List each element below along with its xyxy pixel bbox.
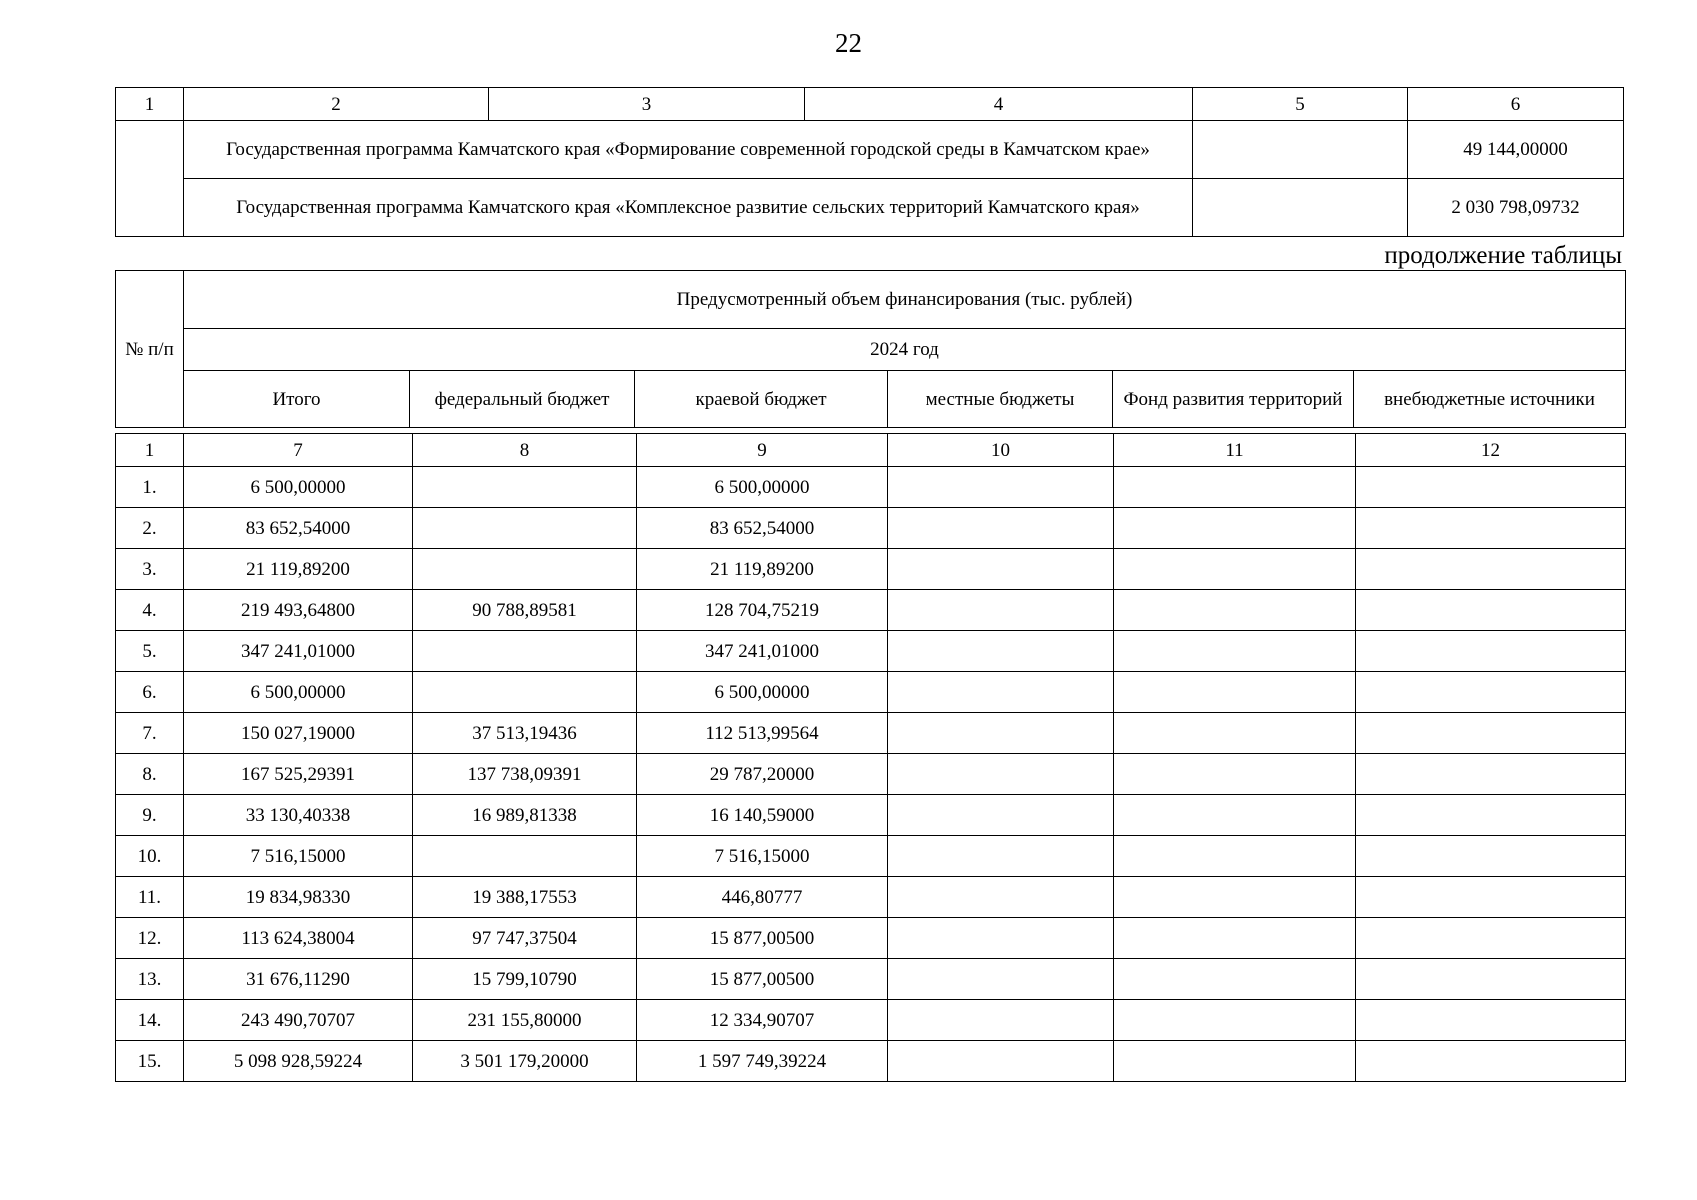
page-number: 22 [835,28,862,58]
program-name: Государственная программа Камчатского края «Комплексное развитие сельских территорий Камчатского края» [184,179,1193,237]
cell-total: 83 652,54000 [184,508,413,549]
cell-federal [413,549,637,590]
cell-fund [1114,590,1356,631]
cell-federal: 19 388,17553 [413,877,637,918]
row-number: 12. [116,918,184,959]
cell-extra [1356,918,1626,959]
col-number: 1 [116,88,184,121]
cell-extra [1356,1000,1626,1041]
empty-cell [1193,121,1408,179]
cell-fund [1114,1041,1356,1082]
table-row [116,467,1626,508]
cell-regional: 446,80777 [637,877,888,918]
main-table [115,433,1626,1082]
row-number: 2. [116,508,184,549]
cell-extra [1356,959,1626,1000]
cell-total: 7 516,15000 [184,836,413,877]
cell-local [888,713,1114,754]
cell-regional: 83 652,54000 [637,508,888,549]
row-number: 3. [116,549,184,590]
cell-total: 150 027,19000 [184,713,413,754]
col-number: 12 [1356,434,1626,467]
cell-extra [1356,713,1626,754]
cell-total: 33 130,40338 [184,795,413,836]
cell-fund [1114,549,1356,590]
cell-local [888,467,1114,508]
cell-regional: 347 241,01000 [637,631,888,672]
cell-total: 21 119,89200 [184,549,413,590]
row-number: 14. [116,1000,184,1041]
cell-fund [1114,754,1356,795]
cell-total: 113 624,38004 [184,918,413,959]
col-number: 3 [489,88,805,121]
cell-local [888,877,1114,918]
cell-regional: 21 119,89200 [637,549,888,590]
program-value: 49 144,00000 [1408,121,1624,179]
cell-extra [1356,877,1626,918]
cell-local [888,631,1114,672]
cell-local [888,672,1114,713]
col-number: 11 [1114,434,1356,467]
top-table [115,87,1624,237]
cell-local [888,754,1114,795]
cell-total: 243 490,70707 [184,1000,413,1041]
cell-federal [413,672,637,713]
cell-federal [413,631,637,672]
cell-federal: 137 738,09391 [413,754,637,795]
cell-federal [413,836,637,877]
cell-federal: 15 799,10790 [413,959,637,1000]
cell-regional: 6 500,00000 [637,672,888,713]
cell-total: 5 098 928,59224 [184,1041,413,1082]
table-row [116,754,1626,795]
continuation-label: продолжение таблицы [1384,242,1622,269]
col-number: 7 [184,434,413,467]
cell-regional: 29 787,20000 [637,754,888,795]
cell-local [888,1041,1114,1082]
empty-cell [1193,179,1408,237]
cell-local [888,959,1114,1000]
col-number: 8 [413,434,637,467]
table-row [116,508,1626,549]
cell-extra [1356,795,1626,836]
table-row [116,631,1626,672]
col-number: 6 [1408,88,1624,121]
cell-local [888,918,1114,959]
cell-total: 6 500,00000 [184,672,413,713]
cell-fund [1114,713,1356,754]
table-row [116,549,1626,590]
header-table [115,270,1626,428]
table-row [116,1041,1626,1082]
row-number: 10. [116,836,184,877]
column-header-federal: федеральный бюджет [410,371,635,428]
cell-federal [413,508,637,549]
cell-local [888,1000,1114,1041]
program-name: Государственная программа Камчатского края «Формирование современной городской среды в Камчатском крае» [184,121,1193,179]
program-value: 2 030 798,09732 [1408,179,1624,237]
cell-federal: 3 501 179,20000 [413,1041,637,1082]
table-row [116,672,1626,713]
cell-extra [1356,549,1626,590]
year-header: 2024 год [184,329,1626,371]
cell-local [888,590,1114,631]
cell-regional: 12 334,90707 [637,1000,888,1041]
cell-extra [1356,508,1626,549]
cell-federal: 97 747,37504 [413,918,637,959]
cell-federal: 231 155,80000 [413,1000,637,1041]
cell-fund [1114,631,1356,672]
cell-fund [1114,508,1356,549]
cell-local [888,508,1114,549]
column-header-regional: краевой бюджет [635,371,888,428]
row-number: 13. [116,959,184,1000]
table-row [116,959,1626,1000]
table-row [116,590,1626,631]
table-row [116,121,1624,179]
cell-total: 6 500,00000 [184,467,413,508]
col-number: 1 [116,434,184,467]
cell-total: 219 493,64800 [184,590,413,631]
cell-total: 167 525,29391 [184,754,413,795]
cell-fund [1114,918,1356,959]
col-number: 4 [805,88,1193,121]
cell-fund [1114,795,1356,836]
row-number: 4. [116,590,184,631]
col-number: 5 [1193,88,1408,121]
cell-regional: 16 140,59000 [637,795,888,836]
table-row [116,179,1624,237]
cell-federal [413,467,637,508]
cell-fund [1114,959,1356,1000]
top-table-column-numbers [116,88,1624,121]
col-number: 10 [888,434,1114,467]
cell-fund [1114,467,1356,508]
row-number: 6. [116,672,184,713]
row-number: 5. [116,631,184,672]
cell-regional: 7 516,15000 [637,836,888,877]
funding-title: Предусмотренный объем финансирования (тыс. рублей) [184,271,1626,329]
cell-federal: 16 989,81338 [413,795,637,836]
cell-fund [1114,836,1356,877]
cell-federal: 37 513,19436 [413,713,637,754]
cell-extra [1356,836,1626,877]
row-number: 11. [116,877,184,918]
cell-regional: 1 597 749,39224 [637,1041,888,1082]
table-row [116,713,1626,754]
table-row [116,1000,1626,1041]
col-number: 2 [184,88,489,121]
cell-local [888,549,1114,590]
cell-extra [1356,672,1626,713]
cell-extra [1356,1041,1626,1082]
cell-federal: 90 788,89581 [413,590,637,631]
row-number: 7. [116,713,184,754]
column-header-fund: Фонд развития территорий [1113,371,1354,428]
cell-fund [1114,877,1356,918]
number-column-header: № п/п [116,271,184,428]
cell-total: 347 241,01000 [184,631,413,672]
table-row [116,795,1626,836]
cell-fund [1114,672,1356,713]
cell-regional: 6 500,00000 [637,467,888,508]
cell-local [888,795,1114,836]
cell-local [888,836,1114,877]
empty-cell [116,121,184,237]
cell-extra [1356,590,1626,631]
table-row [116,918,1626,959]
cell-regional: 112 513,99564 [637,713,888,754]
row-number: 1. [116,467,184,508]
column-header-local: местные бюджеты [888,371,1113,428]
table-row [116,877,1626,918]
cell-regional: 15 877,00500 [637,918,888,959]
cell-regional: 15 877,00500 [637,959,888,1000]
cell-extra [1356,631,1626,672]
cell-extra [1356,467,1626,508]
cell-total: 31 676,11290 [184,959,413,1000]
cell-extra [1356,754,1626,795]
cell-regional: 128 704,75219 [637,590,888,631]
row-number: 8. [116,754,184,795]
col-number: 9 [637,434,888,467]
main-table-column-numbers [116,434,1626,467]
row-number: 15. [116,1041,184,1082]
row-number: 9. [116,795,184,836]
table-row [116,836,1626,877]
cell-total: 19 834,98330 [184,877,413,918]
cell-fund [1114,1000,1356,1041]
column-header-extra: внебюджетные источники [1354,371,1626,428]
column-header-total: Итого [184,371,410,428]
